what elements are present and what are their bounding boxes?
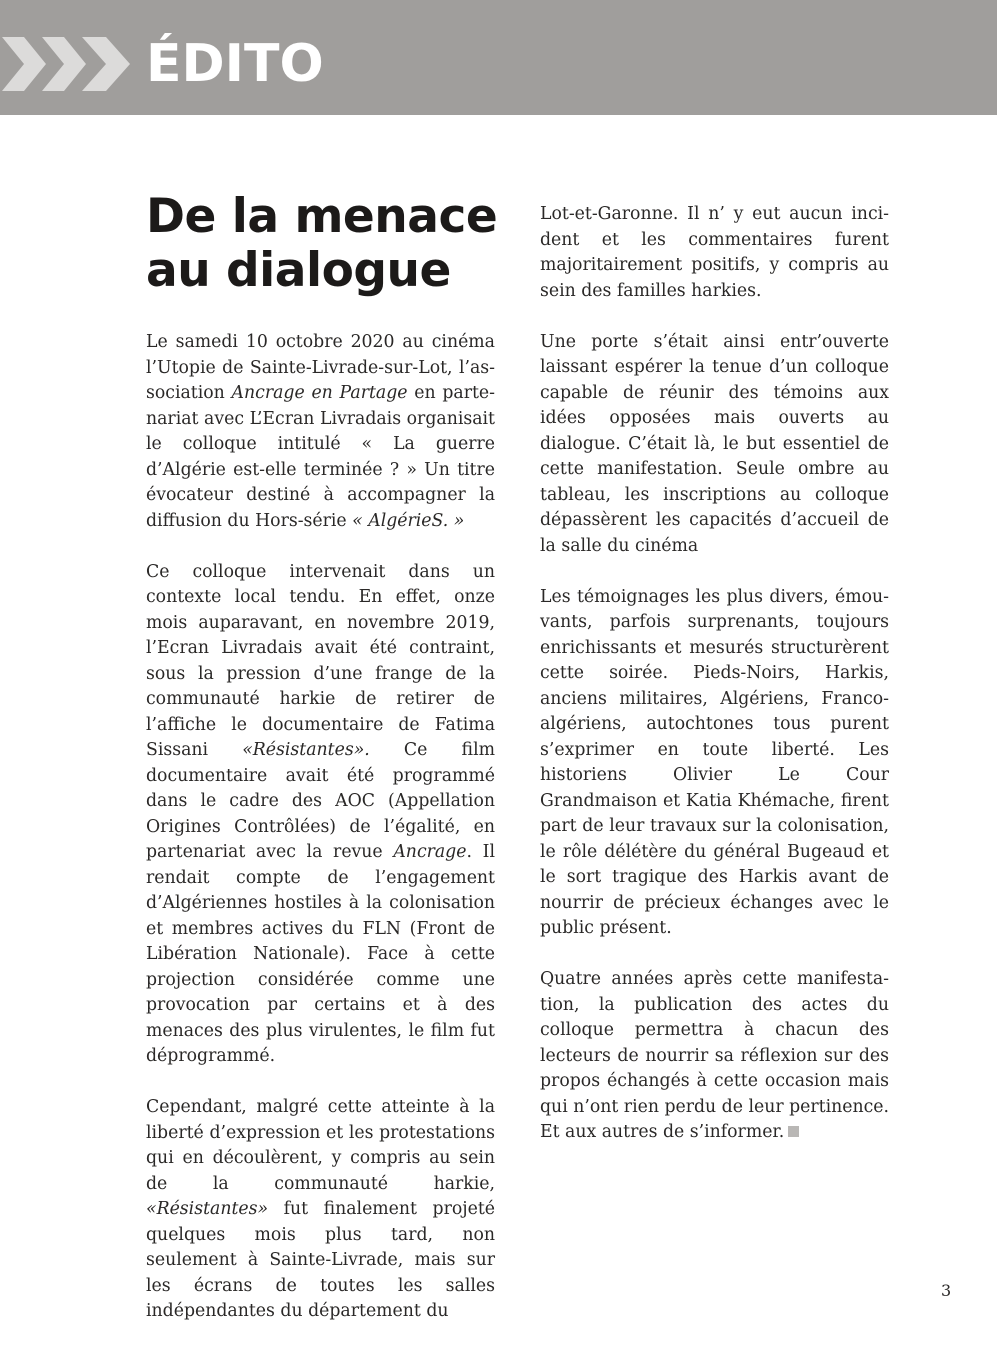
paragraph-text: Ce colloque intervenait dans un contexte local tendu. En effet, onze mois auparavant, en novembre 2019, l’Ecran Livradais avait été contraint, sous la pression d’une frange de la communauté harkie de retirer de l’affiche le documentaire de Fatima Sissani [146,561,495,760]
end-of-article-square-icon [788,1126,799,1137]
triple-chevron-right-icon [2,37,130,91]
headline-line-1: De la menace [146,189,498,244]
paragraph [146,560,495,1070]
right-column [540,202,889,1171]
paragraph-text: Cependant, malgré cette atteinte à la liberté d’expression et les protestations qui en découlèrent, y compris au sein de la communauté harkie, [146,1097,495,1194]
paragraph-text: Ce film documentaire avait été programmé dans le cadre des AOC (Appellation Origines Contrôlées) de l’égalité, en partenariat avec la revue [146,740,495,862]
section-title: ÉDITO [146,34,324,94]
section-banner [0,0,997,115]
italic-title: « AlgérieS. » [352,510,465,531]
italic-title: «Résistantes». [242,740,370,760]
paragraph [146,1095,495,1325]
article-headline [146,190,506,298]
paragraph: Une porte s’était ainsi entr’ouverte laissant espérer la tenue d’un colloque capable de réunir des témoins aux idées opposées mais ouverts au dialogue. C’était là, le but essentiel de cette manifestation. Seule ombre au tableau, les inscriptions au colloque dépassèrent les capacités d’accueil de la salle du cinéma [540,331,889,556]
paragraph-text: Le samedi 10 octobre 2020 au cinéma l’Utopie de Sainte-Livrade-sur-Lot, l’association [146,332,495,403]
italic-title: Ancrage [393,842,467,862]
paragraph [540,967,889,1146]
paragraph-text: fut finalement projeté quelques mois plus tard, non seulement à Sainte-Livrade, mais sur les écrans de toutes les salles indépendantes du département du [146,1199,495,1321]
paragraph: Les témoignages les plus divers, émouvants, parfois surprenants, toujours enrichissants et mesurés structurèrent cette soirée. Pieds-Noirs, Harkis, anciens militaires, Algériens, Franco-algériens, autochtones tous purent s’exprimer en toute liberté. Les historiens Olivier Le Cour Grandmaison et Katia Khémache, firent part de leur travaux sur la colonisation, le rôle délétère du général Bugeaud et le sort tragique des Harkis avant de nourrir de précieux échanges avec le public présent. [540,586,889,938]
paragraph-text: . Il rendait compte de l’engagement d’Algériennes hostiles à la colonisation et membres actives du FLN (Front de Libération Nationale). Face à cette projection considérée comme une provocation par certains et à des menaces des plus virulentes, le film fut déprogrammé. [146,842,495,1066]
paragraph: Lot-et-Garonne. Il n’ y eut aucun incident et les commentaires furent majoritairement positifs, y compris au sein des familles harkies. [540,204,889,301]
paragraph-text: en partenariat avec L’Ecran Livradais organisait le colloque intitulé « La guerre d’Algérie est-elle terminée ? » Un titre évocateur destiné à accompagner la diffusion du Hors-série [146,383,495,531]
paragraph [146,330,495,534]
italic-title: Ancrage en Partage [231,383,408,403]
page-number: 3 [941,1281,952,1300]
italic-title: «Résistantes» [146,1199,269,1219]
paragraph-text: Quatre années après cette manifestation, la publication des actes du colloque permettra à chacun des lecteurs de nourrir sa réflexion sur des propos échangés à cette occasion mais qui n’ont rien perdu de leur pertinence. Et aux autres de s’informer. [540,969,890,1142]
headline-line-2: au dialogue [146,243,451,298]
left-column [146,330,495,1350]
